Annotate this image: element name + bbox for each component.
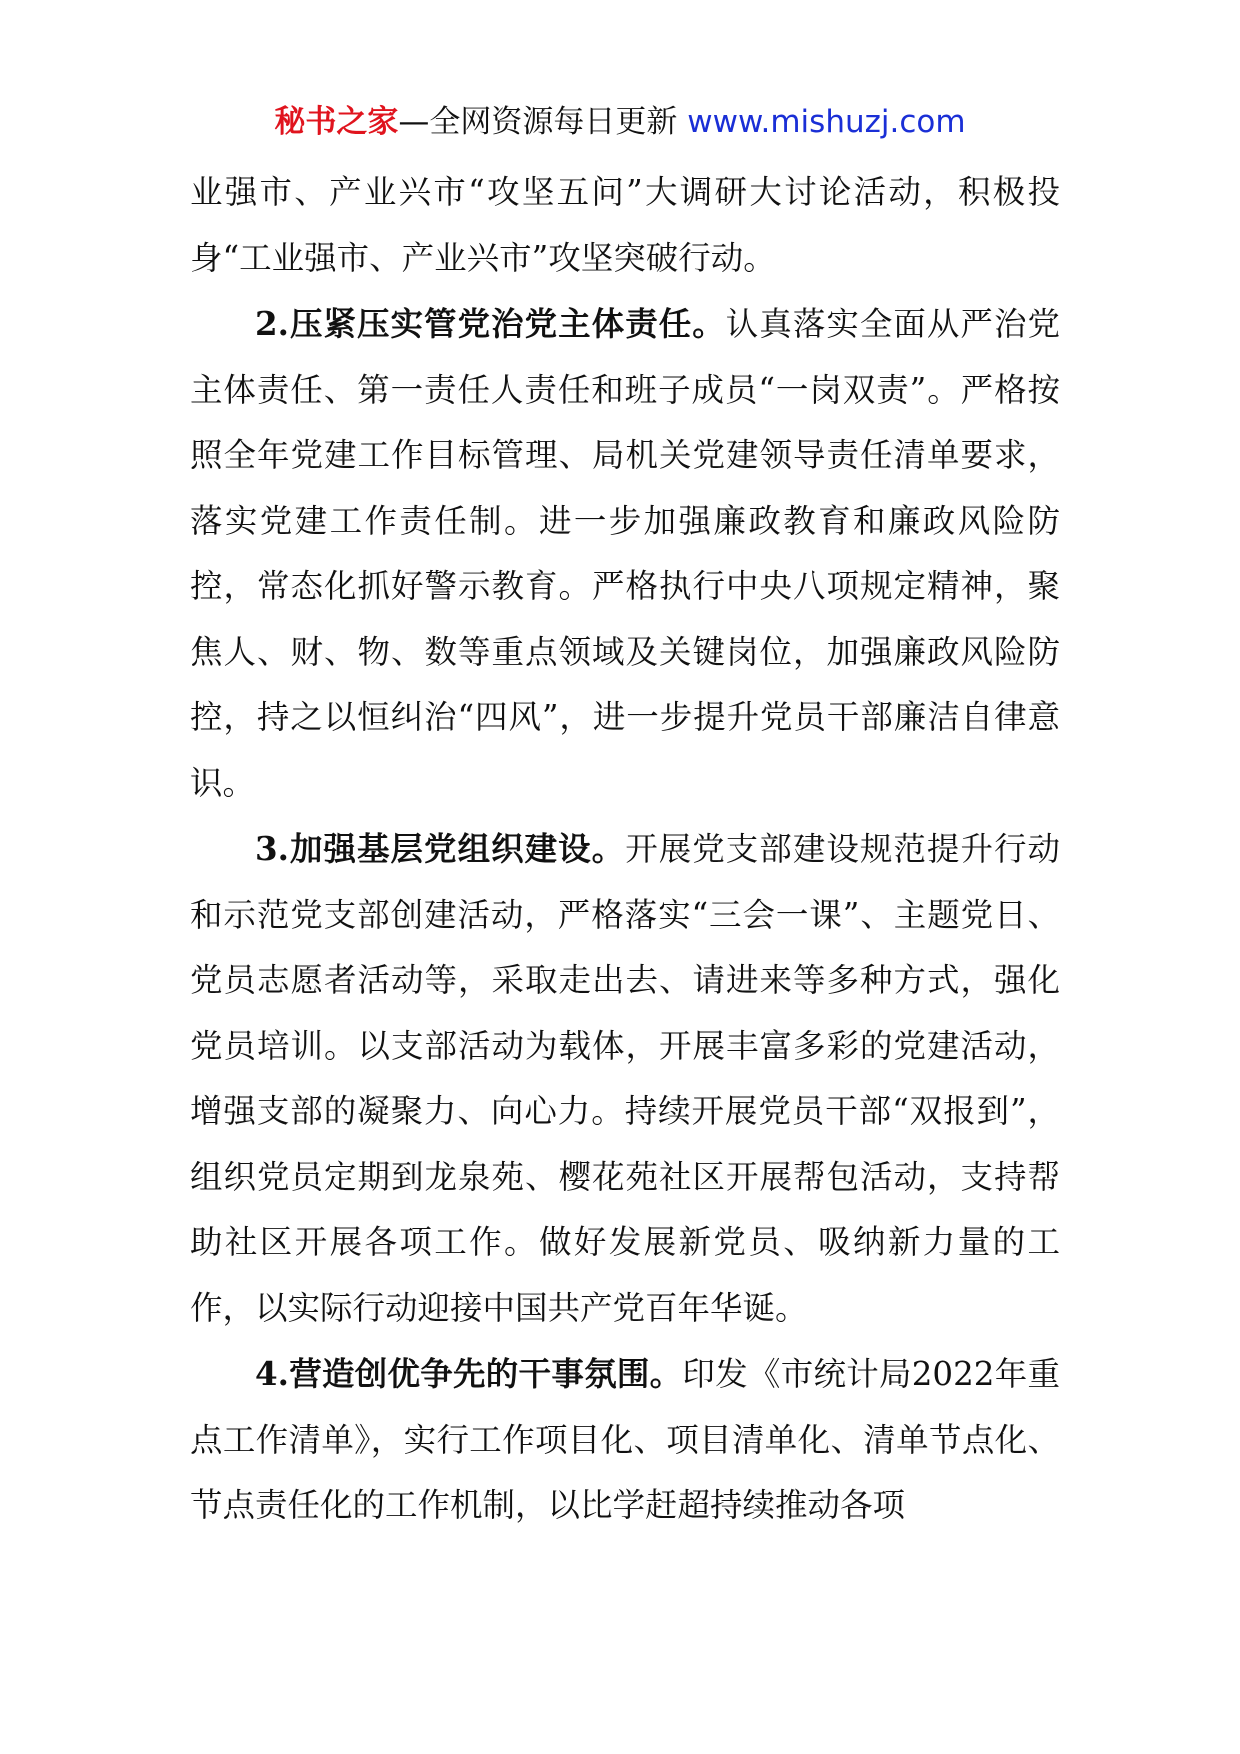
paragraph-text: 认真落实全面从严治党主体责任、第一责任人责任和班子成员“一岗双责”。严格按照全年党建工作目标管理、局机关党建领导责任清单要求，落实党建工作责任制。进一步加强廉政教育和廉政风险防控，常态化抓好警示教育。严格执行中央八项规定精神，聚焦人、财、物、数等重点领域及关键岗位，加强廉政风险防控，持之以恒纠治“四风”，进一步提升党员干部廉洁自律意识。	[190, 305, 1060, 802]
site-url-link[interactable]: www.mishuzj.com	[687, 104, 966, 140]
paragraph-heading: 2.压紧压实管党治党主体责任。	[255, 304, 726, 343]
paragraph-2	[190, 291, 1060, 816]
site-brand: 秘书之家	[274, 104, 399, 140]
paragraph-text: 开展党支部建设规范提升行动和示范党支部创建活动，严格落实“三会一课”、主题党日、党员志愿者活动等，采取走出去、请进来等多种方式，强化党员培训。以支部活动为载体，开展丰富多彩的党建活动，增强支部的凝聚力、向心力。持续开展党员干部“双报到”，组织党员定期到龙泉苑、樱花苑社区开展帮包活动，支持帮助社区开展各项工作。做好发展新党员、吸纳新力量的工作，以实际行动迎接中国共产党百年华诞。	[190, 830, 1060, 1327]
watermark-header	[0, 100, 1240, 144]
paragraph-heading: 4.营造创优争先的干事氛围。	[255, 1354, 683, 1393]
paragraph-3	[190, 816, 1060, 1341]
paragraph-heading: 3.加强基层党组织建设。	[255, 829, 626, 868]
continuation-paragraph: 业强市、产业兴市“攻坚五问”大调研大讨论活动，积极投身“工业强市、产业兴市”攻坚突破行动。	[190, 173, 1060, 277]
document-body	[190, 160, 1060, 1539]
site-tagline: —全网资源每日更新	[398, 104, 678, 140]
paragraph-text: 印发《市统计局2022年重点工作清单》，实行工作项目化、项目清单化、清单节点化、节点责任化的工作机制，以比学赶超持续推动各项	[190, 1355, 1060, 1524]
paragraph-4	[190, 1341, 1060, 1539]
